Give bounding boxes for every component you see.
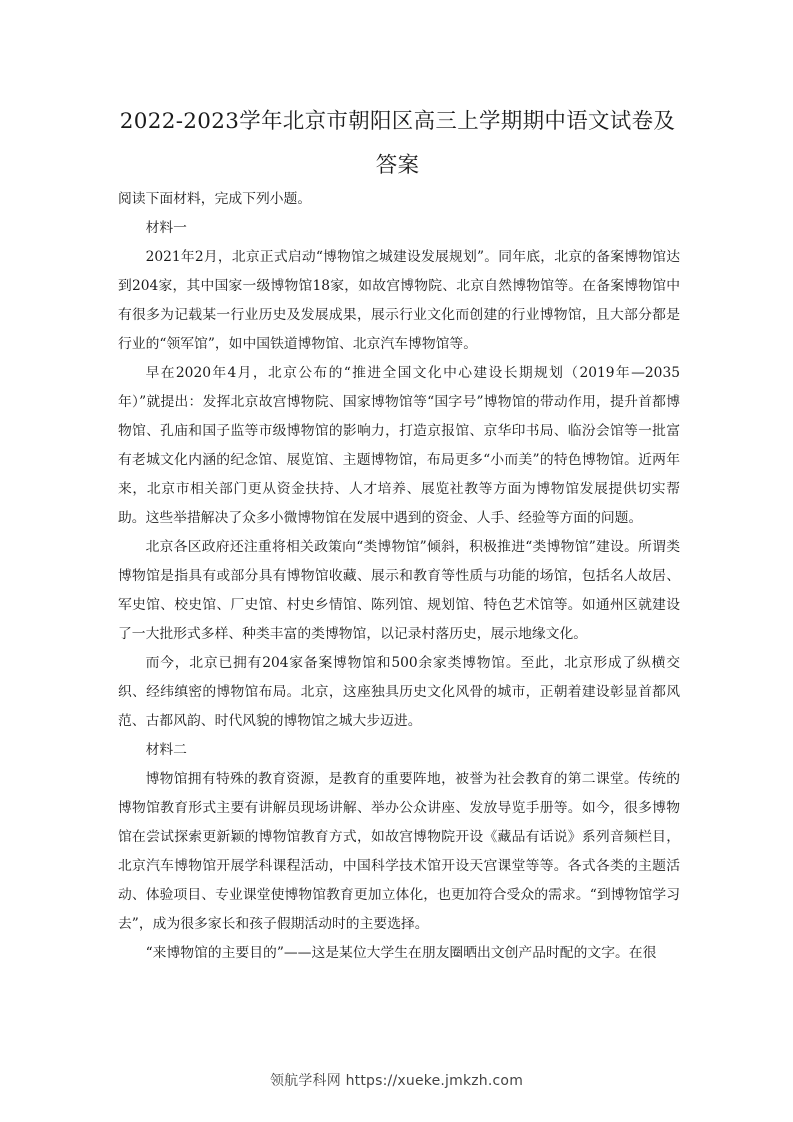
material-1-paragraph: 北京各区政府还注重将相关政策向“类博物馆”倾斜，积极推进“类博物馆”建设。所谓类博物馆是指具有或部分具有博物馆收藏、展示和教育等性质与功能的场馆，包括名人故居、军史馆、校史馆、厂史馆、村史乡情馆、陈列馆、规划馆、特色艺术馆等。如通州区就建设了一大批形式多样、种类丰富的类博物馆，以记录村落历史，展示地缘文化。 bbox=[118, 539, 680, 642]
document-title: 2022-2023学年北京市朝阳区高三上学期期中语文试卷及答案 bbox=[119, 109, 676, 178]
document-body bbox=[118, 185, 680, 968]
material-2-paragraph: 博物馆拥有特殊的教育资源，是教育的重要阵地，被誉为社会教育的第二课堂。传统的博物馆教育形式主要有讲解员现场讲解、举办公众讲座、发放导览手册等。如今，很多博物馆在尝试探索更新颖的博物馆教育方式，如故宫博物院开设《藏品有话说》系列音频栏目，北京汽车博物馆开展学科课程活动，中国科学技术馆开设天宫课堂等等。各式各类的主题活动、体验项目、专业课堂使博物馆教育更加立体化，也更加符合受众的需求。“到博物馆学习去”，成为很多家长和孩子假期活动时的主要选择。 bbox=[118, 771, 680, 932]
material-1-paragraph: 早在2020年4月，北京公布的“推进全国文化中心建设长期规划（2019年—2035年）”就提出：发挥北京故宫博物院、国家博物馆等“国字号”博物馆的带动作用，提升首都博物馆、孔庙和国子监等市级博物馆的影响力，打造京报馆、京华印书局、临汾会馆等一批富有老城文化内涵的纪念馆、展览馆、主题博物馆，布局更多“小而美”的特色博物馆。近两年来，北京市相关部门更从资金扶持、人才培养、展览社教等方面为博物馆发展提供切实帮助。这些举措解决了众多小微博物馆在发展中遇到的资金、人手、经验等方面的问题。 bbox=[118, 365, 680, 526]
material-2-heading: 材料二 bbox=[145, 742, 187, 758]
material-2-paragraph: “来博物馆的主要目的”——这是某位大学生在朋友圈晒出文创产品时配的文字。在很 bbox=[145, 945, 657, 961]
material-1-paragraph: 2021年2月，北京正式启动“博物馆之城建设发展规划”。同年底，北京的备案博物馆达到204家，其中国家一级博物馆18家，如故宫博物院、北京自然博物馆等。在备案博物馆中有很多为记载某一行业历史及发展成果，展示行业文化而创建的行业博物馆，且大部分都是行业的“领军馆”，如中国铁道博物馆、北京汽车博物馆等。 bbox=[118, 249, 680, 352]
material-1-paragraph: 而今，北京已拥有204家备案博物馆和500余家类博物馆。至此，北京形成了纵横交织、经纬缜密的博物馆布局。北京，这座独具历史文化风骨的城市，正朝着建设彰显首都风范、古都风韵、时代风貌的博物馆之城大步迈进。 bbox=[118, 655, 680, 729]
page-footer-watermark: 领航学科网 https://xueke.jmkzh.com bbox=[269, 1073, 524, 1089]
instruction-text: 阅读下面材料，完成下列小题。 bbox=[118, 191, 312, 207]
material-1-heading: 材料一 bbox=[145, 220, 187, 236]
